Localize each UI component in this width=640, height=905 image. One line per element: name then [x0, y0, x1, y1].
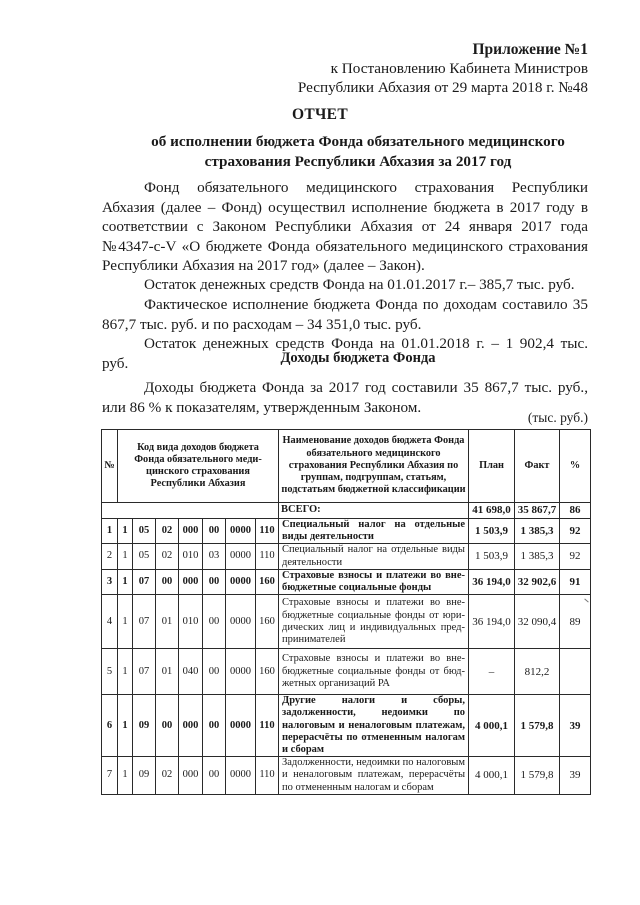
header-name: Наименование доходов бюджета Фонда обязательного медицинского страхования Республики Абхазия по группам, подгруппам, статьям, подстатьям бюджетной классификации — [279, 430, 469, 503]
table-row — [102, 695, 591, 757]
balance-end-paragraph: Остаток денежных средств Фонда на 01.01.2018 г. – 1 902,4 тыс. руб. — [102, 335, 588, 372]
code-segment-6: 0000 — [226, 695, 256, 757]
row-percent: 39 — [560, 695, 591, 757]
row-number: 4 — [102, 595, 118, 649]
row-fact: 32 090,4 — [515, 595, 560, 649]
income-summary-paragraph: Доходы бюджета Фонда за 2017 год составили 35 867,7 тыс. руб., или 86 % к показателям, утвержденным Законом. — [102, 379, 588, 416]
code-segment-6: 0000 — [226, 519, 256, 544]
row-number: 3 — [102, 569, 118, 594]
income-table — [101, 429, 591, 795]
code-segment-3: 02 — [156, 544, 179, 569]
row-name: Страховые взносы и платежи во вне-бюджетные социальные фонды — [279, 569, 469, 594]
table-row — [102, 519, 591, 544]
row-name: Задолженности, недоимки по налоговым и неналоговым платежам, перерасчёты по отмененным налогам и сборам — [279, 757, 469, 795]
row-number: 2 — [102, 544, 118, 569]
header-plan: План — [469, 430, 515, 503]
code-segment-3: 00 — [156, 569, 179, 594]
code-segment-4: 000 — [179, 519, 203, 544]
total-percent: 86 — [560, 503, 591, 519]
row-percent — [560, 649, 591, 695]
row-plan: – — [469, 649, 515, 695]
row-fact: 1 579,8 — [515, 695, 560, 757]
code-segment-1: 1 — [118, 649, 133, 695]
code-segment-4: 000 — [179, 569, 203, 594]
total-fact: 35 867,7 — [515, 503, 560, 519]
code-segment-6: 0000 — [226, 544, 256, 569]
row-name: Специальный налог на отдельные виды деятельности — [279, 544, 469, 569]
header-percent: % — [560, 430, 591, 503]
row-percent: 89 — [560, 595, 591, 649]
appendix-resolution-line: к Постановлению Кабинета Министров — [330, 60, 588, 77]
code-segment-7: 160 — [256, 595, 279, 649]
row-plan: 4 000,1 — [469, 695, 515, 757]
code-segment-2: 09 — [133, 757, 156, 795]
total-label: ВСЕГО: — [279, 503, 469, 519]
table-row — [102, 569, 591, 594]
code-segment-1: 1 — [118, 569, 133, 594]
income-section-title: Доходы бюджета Фонда — [280, 350, 436, 366]
code-segment-7: 110 — [256, 695, 279, 757]
row-fact: 812,2 — [515, 649, 560, 695]
intro-paragraph: Фонд обязательного медицинского страхования Республики Абхазия (далее – Фонд) осуществил исполнение бюджета в 2017 году в соответствии с Законом Республики Абхазия от 24 января 2017 года №4347-с-V «О бюджете Фонда обязательного медицинского страхования Республики Абхазия на 2017 год» (далее – Закон). — [102, 179, 588, 274]
appendix-title: Приложение №1 — [472, 41, 588, 58]
execution-paragraph: Фактическое исполнение бюджета Фонда по доходам составило 35 867,7 тыс. руб. и по расходам – 34 351,0 тыс. руб. — [102, 296, 588, 333]
row-number: 1 — [102, 519, 118, 544]
row-name: Страховые взносы и платежи во вне-бюджетные социальные фонды от бюд-жетных организаций РА — [279, 649, 469, 695]
header-code: Код вида доходов бюджета Фонда обязательного меди-цинского страхования Республики Абхазия — [118, 430, 279, 503]
code-segment-4: 040 — [179, 649, 203, 695]
header-number: № — [102, 430, 118, 503]
code-segment-6: 0000 — [226, 649, 256, 695]
row-number: 6 — [102, 695, 118, 757]
row-name: Специальный налог на отдельные виды деятельности — [279, 519, 469, 544]
code-segment-5: 00 — [203, 757, 226, 795]
code-segment-2: 05 — [133, 519, 156, 544]
row-plan: 36 194,0 — [469, 595, 515, 649]
row-fact: 1 385,3 — [515, 544, 560, 569]
report-subtitle-line-2: страхования Республики Абхазия за 2017 год — [204, 153, 512, 170]
code-segment-6: 0000 — [226, 569, 256, 594]
code-segment-1: 1 — [118, 757, 133, 795]
row-fact: 1 579,8 — [515, 757, 560, 795]
table-row — [102, 649, 591, 695]
table-total-row — [102, 503, 591, 519]
report-title: ОТЧЕТ — [292, 106, 348, 123]
row-fact: 32 902,6 — [515, 569, 560, 594]
code-segment-4: 010 — [179, 544, 203, 569]
code-segment-5: 03 — [203, 544, 226, 569]
row-percent: 92 — [560, 544, 591, 569]
row-plan: 4 000,1 — [469, 757, 515, 795]
unit-label: (тыс. руб.) — [527, 410, 588, 425]
report-subtitle-line-1: об исполнении бюджета Фонда обязательного медицинского — [151, 133, 565, 150]
code-segment-1: 1 — [118, 519, 133, 544]
code-segment-3: 01 — [156, 649, 179, 695]
code-segment-3: 02 — [156, 519, 179, 544]
table-header-row — [102, 430, 591, 503]
table-row — [102, 757, 591, 795]
code-segment-4: 010 — [179, 595, 203, 649]
code-segment-3: 00 — [156, 695, 179, 757]
code-segment-6: 0000 — [226, 757, 256, 795]
table-row — [102, 595, 591, 649]
code-segment-2: 07 — [133, 649, 156, 695]
table-row — [102, 544, 591, 569]
row-fact: 1 385,3 — [515, 519, 560, 544]
appendix-header — [298, 40, 588, 97]
header-fact: Факт — [515, 430, 560, 503]
code-segment-5: 00 — [203, 569, 226, 594]
code-segment-5: 00 — [203, 595, 226, 649]
code-segment-2: 05 — [133, 544, 156, 569]
code-segment-7: 160 — [256, 569, 279, 594]
total-plan: 41 698,0 — [469, 503, 515, 519]
row-plan: 36 194,0 — [469, 569, 515, 594]
row-plan: 1 503,9 — [469, 519, 515, 544]
row-name: Страховые взносы и платежи во вне-бюджетные социальные фонды от юри-дических лиц и индивидуальных пред-принимателей — [279, 595, 469, 649]
code-segment-7: 160 — [256, 649, 279, 695]
row-number: 5 — [102, 649, 118, 695]
code-segment-2: 07 — [133, 595, 156, 649]
code-segment-7: 110 — [256, 757, 279, 795]
row-percent: 39 — [560, 757, 591, 795]
row-percent: 91 — [560, 569, 591, 594]
code-segment-5: 00 — [203, 649, 226, 695]
row-name: Другие налоги и сборы, задолженности, недоимки по налоговым и неналоговым платежам, перерасчёты по отмененным налогам и сборам — [279, 695, 469, 757]
code-segment-1: 1 — [118, 595, 133, 649]
code-segment-2: 09 — [133, 695, 156, 757]
code-segment-3: 02 — [156, 757, 179, 795]
code-segment-4: 000 — [179, 757, 203, 795]
row-plan: 1 503,9 — [469, 544, 515, 569]
report-subtitle — [100, 132, 616, 172]
code-segment-1: 1 — [118, 695, 133, 757]
code-segment-3: 01 — [156, 595, 179, 649]
code-segment-2: 07 — [133, 569, 156, 594]
code-segment-7: 110 — [256, 544, 279, 569]
code-segment-6: 0000 — [226, 595, 256, 649]
code-segment-4: 000 — [179, 695, 203, 757]
row-percent: 92 — [560, 519, 591, 544]
balance-start-paragraph: Остаток денежных средств Фонда на 01.01.2017 г.– 385,7 тыс. руб. — [144, 276, 575, 293]
code-segment-5: 00 — [203, 695, 226, 757]
code-segment-7: 110 — [256, 519, 279, 544]
code-segment-5: 00 — [203, 519, 226, 544]
row-number: 7 — [102, 757, 118, 795]
appendix-date-line: Республики Абхазия от 29 марта 2018 г. №48 — [297, 79, 588, 96]
code-segment-1: 1 — [118, 544, 133, 569]
